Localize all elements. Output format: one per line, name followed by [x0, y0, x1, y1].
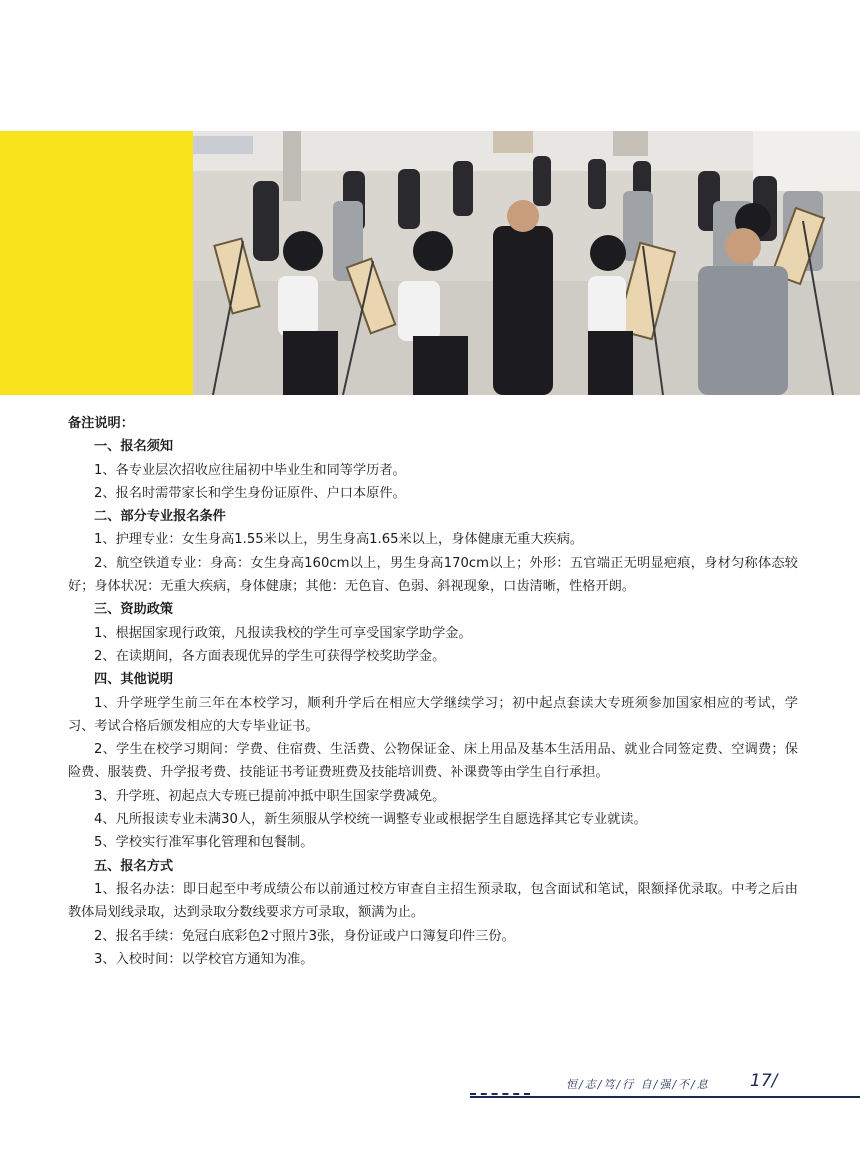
section-heading-funding: 三、资助政策: [94, 602, 174, 618]
hero-photo-illustration: [193, 131, 860, 395]
hero-photo-art-class: [193, 131, 860, 395]
funding-item-2: 2、在读期间，各方面表现优异的学生可获得学校奖助学金。: [94, 648, 446, 664]
footer-motto: 恒/志/笃/行 自/强/不/息: [566, 1078, 710, 1091]
other-item-5: 5、学校实行准军事化管理和包餐制。: [94, 835, 314, 851]
method-item-3: 3、入校时间：以学校官方通知为准。: [94, 951, 314, 967]
section-heading-other: 四、其他说明: [94, 672, 174, 688]
footer-rule: [470, 1096, 860, 1098]
method-item-2: 2、报名手续：免冠白底彩色2寸照片3张，身份证或户口簿复印件三份。: [94, 928, 515, 944]
page-footer: [470, 1066, 860, 1106]
requirements-item-1: 1、护理专业：女生身高1.55米以上，男生身高1.65米以上，身体健康无重大疾病。: [94, 532, 584, 548]
section-heading-method: 五、报名方式: [94, 858, 174, 874]
section-heading-registration: 一、报名须知: [94, 439, 174, 455]
registration-item-2: 2、报名时需带家长和学生身份证原件、户口本原件。: [94, 485, 406, 501]
other-item-4: 4、凡所报读专业未满30人，新生须服从学校统一调整专业或根据学生自愿选择其它专业就读。: [94, 812, 647, 828]
requirements-item-2: 2、航空铁道专业：身高：女生身高160cm以上，男生身高170cm以上；外形：五官端正无明显疤痕，身材匀称体态较好；身体状况：无重大疾病，身体健康；其他：无色盲、色弱、斜视现象，口齿清晰，性格开朗。: [68, 555, 798, 595]
other-item-3: 3、升学班、初起点大专班已提前冲抵中职生国家学费减免。: [94, 788, 446, 804]
other-item-2: 2、学生在校学习期间：学费、住宿费、生活费、公物保证金、床上用品及基本生活用品、就业合同签定费、空调费；保险费、服装费、升学报考费、技能证书考证费班费及技能培训费、补课费等由学生自行承担。: [68, 742, 798, 781]
registration-item-1: 1、各专业层次招收应往届初中毕业生和同等学历者。: [94, 462, 406, 478]
notes-content: [68, 412, 798, 971]
other-item-1: 1、升学班学生前三年在本校学习，顺利升学后在相应大学继续学习；初中起点套读大专班须参加国家相应的考试，学习、考试合格后颁发相应的大专毕业证书。: [68, 695, 798, 734]
notes-title: 备注说明：: [68, 416, 134, 431]
page-number: 17/: [750, 1071, 778, 1091]
method-item-1: 1、报名办法：即日起至中考成绩公布以前通过校方审查自主招生预录取，包含面试和笔试，限额择优录取。中考之后由教体局划线录取，达到录取分数线要求方可录取，额满为止。: [68, 881, 798, 921]
yellow-accent-block: [0, 131, 193, 395]
section-heading-requirements: 二、部分专业报名条件: [94, 509, 226, 525]
funding-item-1: 1、根据国家现行政策，凡报读我校的学生可享受国家学助学金。: [94, 625, 472, 641]
